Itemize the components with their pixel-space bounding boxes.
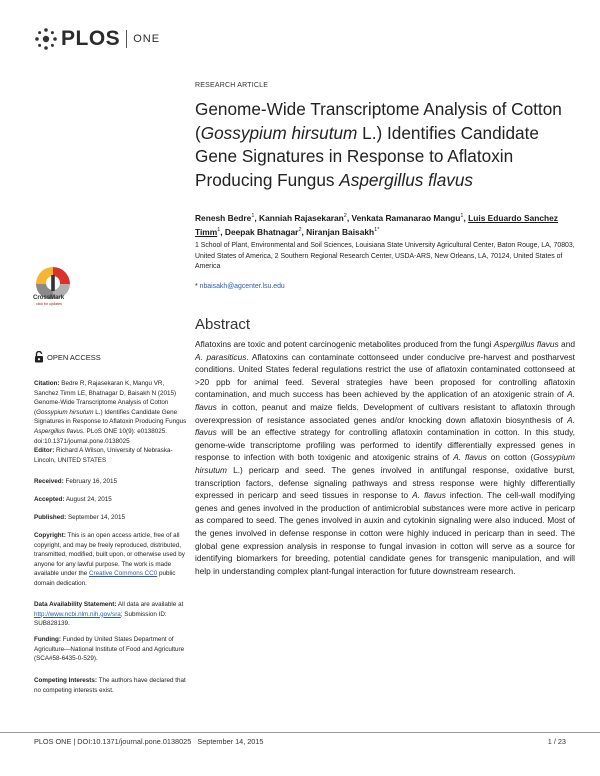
data-availability-text-2: ; Submission ID: SUB828139. <box>34 610 167 628</box>
author-1[interactable]: Renesh Bedre <box>195 212 252 223</box>
data-availability-link[interactable]: http://www.ncbi.nlm.nih.gov/sra <box>34 610 121 618</box>
citation-block <box>34 379 189 446</box>
abstract-s7: L.) pericarp and seed. The genes involved in antifungal response, oxidative burst, transcription factors, defense signaling pathways and stress response were highly differentially expressed in pericarp and seed tissues in response to <box>195 464 575 501</box>
journal-logo[interactable] <box>34 27 160 51</box>
abstract-heading: Abstract <box>195 316 251 333</box>
author-3-affil: 1 <box>460 213 464 219</box>
accepted-date: August 24, 2015 <box>65 496 112 503</box>
title-part-2: L.) Identifies Candidate Gene Signatures in Response to Aflatoxin Producing Fungus <box>195 122 539 190</box>
footer-date: September 14, 2015 <box>197 737 264 746</box>
funding-text: Funded by United States Department of Agriculture—National Institute of Food and Agriculture (SCA#58-6435-0-529). <box>34 636 185 663</box>
funding-block <box>34 635 189 664</box>
footer-divider <box>0 732 600 733</box>
author-1-affil: 1 <box>251 213 255 219</box>
editor-text: Richard A Wilson, University of Nebraska-Lincoln, UNITED STATES <box>34 447 173 464</box>
abstract-s4: in cotton, peanut and maize fields. Development of cultivars resistant to aflatoxin through overexpression of resistance associated genes and/or knocking down aflatoxin biosynthesis of <box>195 401 575 425</box>
competing-interests-text: The authors have declared that no competing interests exist. <box>34 677 186 694</box>
author-list: Renesh Bedre$^1$, Kanniah Rajasekaran$^2$, Venkata Ramanarao Mangu$^1$, Luis Eduardo Sanchez Timm$^1$, Deepak Bhatnagar$^2$, Niranjan Baisakh$^{1*}$ <box>195 212 558 237</box>
copyright-text-2: public domain dedication. <box>34 570 176 587</box>
editor-label: Editor: <box>34 447 55 454</box>
author-2[interactable]: Kanniah Rajasekaran <box>259 212 344 223</box>
competing-interests-label: Competing Interests: <box>34 677 97 684</box>
author-2-affil: 2 <box>343 213 347 219</box>
abstract-i2: A. parasiticus <box>195 351 247 362</box>
copyright-text-1: This is an open access article, free of all copyright, and may be freely reproduced, distributed, transmitted, modified, built upon, or otherwise used by anyone for any lawful purpose. The work is made available under the <box>34 532 185 578</box>
journal-name: PLOS <box>61 27 121 50</box>
footer-doi: PLOS ONE | DOI:10.1371/journal.pone.0138025 <box>34 737 192 746</box>
competing-interests-block <box>34 676 189 695</box>
citation-text-2: L.) Identifies Candidate Gene Signatures in Response to Aflatoxin Producing Fungus <box>34 408 187 426</box>
affiliations <box>195 241 575 273</box>
title-species: Gossypium hirsutum <box>200 122 358 143</box>
open-access-badge <box>34 351 101 363</box>
affil-1-text: School of Plant, Environmental and Soil Sciences, Louisiana State University Agricultural Center, Baton Rouge, LA, 70803, United States of America, <box>195 242 575 260</box>
open-access-label: OPEN ACCESS <box>47 352 101 362</box>
received-date: February 16, 2015 <box>65 478 117 485</box>
citation-text-1: Bedre R, Rajasekaran K, Mangu VR, Sanchez Timm LE, Bhatnagar D, Baisakh N (2015) Genome-Wide Transcriptome Analysis of Cotton ( <box>34 380 177 416</box>
affil-2-text: Southern Regional Research Center, USDA-ARS, New Orleans, LA, 70124, United States of America <box>195 252 563 270</box>
article-type: RESEARCH ARTICLE <box>195 82 269 89</box>
crossmark-sublabel[interactable]: click for updates <box>36 302 62 306</box>
plos-dots-icon <box>34 27 58 51</box>
abstract-i1: Aspergillus flavus <box>493 339 559 349</box>
article-title <box>195 98 575 192</box>
abstract-i3: A. flavus <box>195 389 575 412</box>
page-number: 1 / 23 <box>547 737 566 746</box>
author-6-affil: 1 <box>374 226 378 233</box>
corresponding-mark: * <box>377 226 380 233</box>
author-6[interactable]: Niranjan Baisakh <box>306 226 375 237</box>
received-label: Received: <box>34 478 64 485</box>
published-label: Published: <box>34 514 67 521</box>
abstract-s2: and <box>558 339 575 349</box>
email-mark: * <box>195 283 198 290</box>
open-lock-icon <box>34 351 44 363</box>
affil-1-number: 1 <box>195 242 199 249</box>
abstract-i6: Gossypium hirsutum <box>195 452 576 475</box>
published-block <box>34 513 189 523</box>
author-3[interactable]: Venkata Ramanarao Mangu <box>351 212 461 223</box>
author-4-affil: 1 <box>217 226 221 233</box>
footer-citation <box>34 737 263 746</box>
title-part-1: Genome-Wide Transcriptome Analysis of Cotton ( <box>195 99 562 143</box>
published-date: September 14, 2015 <box>67 514 125 521</box>
email-link[interactable]: nbaisakh@agcenter.lsu.edu <box>199 283 285 290</box>
abstract-i7: A. flavus <box>412 490 446 501</box>
copyright-label: Copyright: <box>34 532 66 539</box>
accepted-label: Accepted: <box>34 496 65 503</box>
abstract-s6: on cotton ( <box>486 452 534 463</box>
abstract-s3: . Aflatoxins can contaminate cottonseed under conducive pre-harvest and postharvest conditions. United States federal regulations restrict the use of aflatoxin contaminated cottonseed at >20 ppb for animal feed. Several strategies have been proposed for controlling aflatoxin contamination, and much success has been achieved by the application of an atoxigenic strain of <box>195 351 575 400</box>
data-availability-label: Data Availability Statement: <box>34 601 117 608</box>
citation-species: Gossypium hirsutum <box>36 408 94 416</box>
data-availability-text-1: All data are available at <box>117 601 184 608</box>
journal-subname: ONE <box>133 33 161 45</box>
corresponding-email <box>195 283 285 290</box>
copyright-block <box>34 531 189 589</box>
abstract-i4: A. flavus <box>195 414 575 438</box>
editor-block <box>34 446 189 465</box>
crossmark-label: CrossMark <box>33 294 65 301</box>
logo-divider <box>126 30 127 48</box>
citation-text-3: . PLoS ONE 10(9): e0138025. doi:10.1371/journal.pone.0138025 <box>34 427 168 445</box>
received-block <box>34 477 189 487</box>
copyright-license-link[interactable]: Creative Commons CC0 <box>88 570 158 578</box>
abstract-s1: Aflatoxins are toxic and potent carcinogenic metabolites produced from the fungi <box>195 339 494 349</box>
abstract-s5: will be an effective strategy for controlling aflatoxin contamination in cotton. In this study, genome-wide transcriptome profiling was performed to identify differentially expressed genes in response to infection with both toxigenic and atoxigenic strains of <box>195 427 575 463</box>
author-5[interactable]: Deepak Bhatnagar <box>224 226 299 237</box>
abstract-s8: infection. The cell-wall modifying genes and genes involved in the production of antimicrobial substances were more active in pericarp as compared to seed. The genes involved in auxin and cytokinin signaling were also induced. Most of the genes involved in defense response in cotton were highly induced in pericarp than in seed. The global gene expression analysis in response to fungal invasion in cotton will serve as a source for identifying biomarkers for breeding, potential candidate genes for transgenic manipulation, and will help in understanding complex plant-fungal interaction for future downstream research. <box>195 490 575 576</box>
accepted-block <box>34 495 189 505</box>
title-fungus: Aspergillus flavus <box>339 169 474 190</box>
citation-fungus: Aspergillus flavus <box>34 427 83 435</box>
affil-2-number: 2 <box>274 252 279 260</box>
author-4[interactable]: Luis Eduardo Sanchez Timm <box>195 212 558 237</box>
data-availability-block <box>34 600 189 629</box>
author-5-affil: 2 <box>298 226 302 233</box>
funding-label: Funding: <box>34 636 61 643</box>
citation-label: Citation: <box>34 380 60 387</box>
abstract-body <box>195 338 575 577</box>
abstract-i5: A. flavus <box>453 452 487 463</box>
